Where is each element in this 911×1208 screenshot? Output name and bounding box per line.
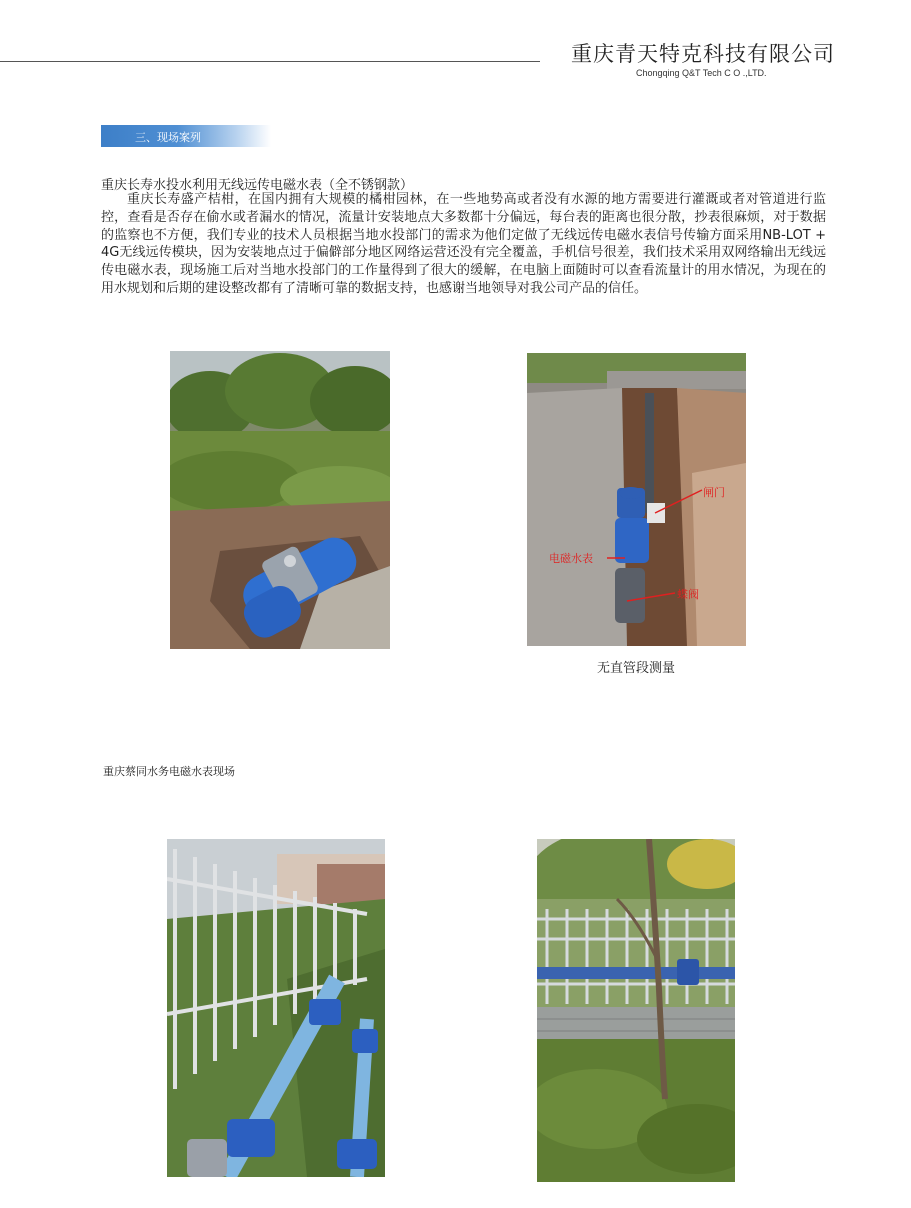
photo-fence-pipes — [167, 839, 385, 1177]
case1-body: 重庆长寿盛产桔柑，在国内拥有大规模的橘柑园林，在一些地势高或者没有水源的地方需要进行灌溉或者对管道进行监控，查看是否存在偷水或者漏水的情况，流量计安装地点大多数都十分偏远，每台表的距离也很分散，抄表很麻烦，对于数据的监察也不方便，我们专业的技术人员根据当地水投部门的需求为他们定做了无线远传电磁水表信号传输方面采用NB-LOT + 4G无线远传模块，因为安装地点过于偏僻部分地区网络运营还没有完全覆盖，手机信号很差，我们技术采用双网络输出无线远传电磁水表，现场施工后对当地水投部门的工作量得到了很大的缓解，在电脑上面随时可以查看流量计的用水情况，为现在的用水规划和后期的建设整改都有了清晰可靠的数据支持，也感谢当地领导对我公司产品的信任。 — [101, 192, 826, 296]
company-name-en: Chongqing Q&T Tech C O .,LTD. — [636, 68, 767, 78]
company-name-cn: 重庆青天特克科技有限公司 — [571, 42, 835, 66]
photo-tree-railing — [537, 839, 735, 1182]
label-valve: 闸门 — [703, 486, 725, 499]
photo-orchard-meter — [170, 351, 390, 649]
label-bellows: 蝶阀 — [677, 588, 699, 601]
section-banner — [101, 125, 271, 147]
label-meter: 电磁水表 — [549, 552, 593, 565]
section-banner-label: 三、现场案列 — [135, 131, 201, 144]
header-divider — [0, 61, 540, 62]
photo-caption: 无直管段测量 — [597, 661, 676, 676]
case1-title: 重庆长寿水投水利用无线远传电磁水表（全不锈钢款） — [101, 178, 414, 193]
photo-trench-annotated — [527, 353, 746, 646]
case2-title: 重庆蔡同水务电磁水表现场 — [103, 765, 235, 778]
